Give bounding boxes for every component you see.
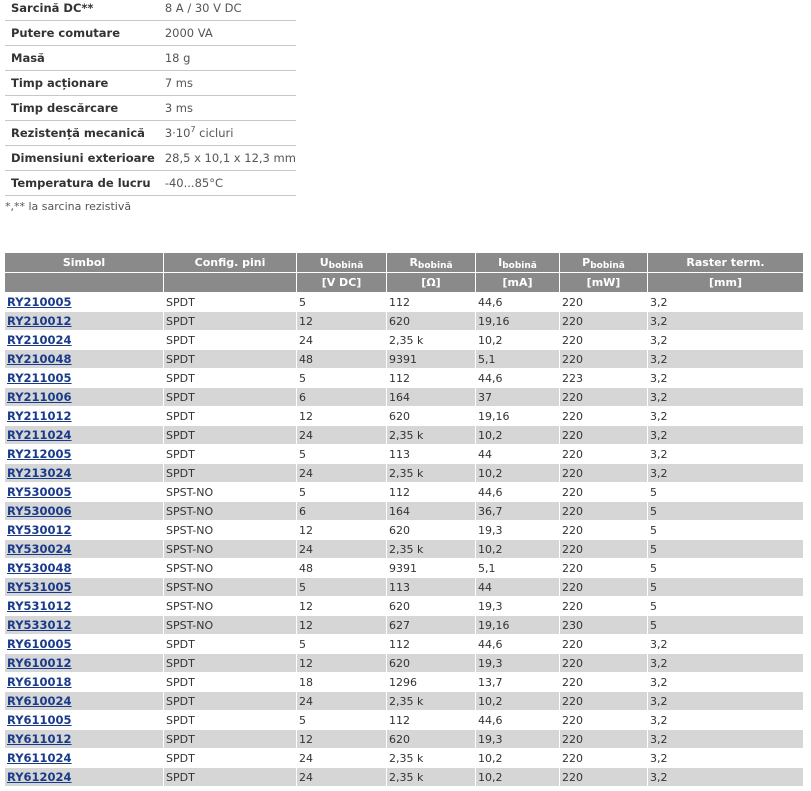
- table-row: [5, 520, 803, 539]
- product-link[interactable]: RY530048: [7, 561, 72, 575]
- cell-symbol: [5, 349, 164, 368]
- cell-u: 6: [297, 501, 387, 520]
- table-row: [5, 425, 803, 444]
- cell-symbol: [5, 406, 164, 425]
- spec-row: [5, 121, 296, 146]
- cell-config: SPDT: [164, 710, 297, 729]
- cell-p: 220: [560, 577, 648, 596]
- product-link[interactable]: RY211006: [7, 390, 72, 404]
- cell-r: 2,35 k: [387, 463, 476, 482]
- product-link[interactable]: RY211005: [7, 371, 72, 385]
- product-link[interactable]: RY610005: [7, 637, 72, 651]
- cell-raster: 5: [648, 501, 803, 520]
- cell-symbol: [5, 444, 164, 463]
- table-row: [5, 482, 803, 501]
- unit-simbol: [5, 272, 164, 292]
- table-row: [5, 368, 803, 387]
- cell-u: 5: [297, 482, 387, 501]
- cell-p: 220: [560, 748, 648, 767]
- table-row: [5, 311, 803, 330]
- cell-p: 220: [560, 539, 648, 558]
- unit-p: [mW]: [560, 272, 648, 292]
- header-config-pini[interactable]: Config. pini: [164, 253, 297, 272]
- cell-config: SPDT: [164, 311, 297, 330]
- cell-i: 10,2: [476, 539, 560, 558]
- cell-u: 24: [297, 425, 387, 444]
- cell-i: 19,3: [476, 729, 560, 748]
- cell-i: 13,7: [476, 672, 560, 691]
- cell-symbol: [5, 368, 164, 387]
- cell-raster: 3,2: [648, 767, 803, 786]
- spec-value: $3\cdot 10^7$ cicluri: [155, 121, 296, 146]
- product-link[interactable]: RY210024: [7, 333, 72, 347]
- product-link[interactable]: RY212005: [7, 447, 72, 461]
- product-link[interactable]: RY611012: [7, 732, 72, 746]
- cell-p: 220: [560, 444, 648, 463]
- cell-i: 10,2: [476, 425, 560, 444]
- cell-u: 12: [297, 615, 387, 634]
- cell-i: 19,16: [476, 406, 560, 425]
- header-simbol[interactable]: Simbol: [5, 253, 164, 272]
- cell-config: SPDT: [164, 330, 297, 349]
- cell-raster: 3,2: [648, 444, 803, 463]
- cell-p: 230: [560, 615, 648, 634]
- cell-symbol: [5, 691, 164, 710]
- cell-config: SPDT: [164, 444, 297, 463]
- cell-symbol: [5, 596, 164, 615]
- cell-r: 9391: [387, 349, 476, 368]
- cell-i: 37: [476, 387, 560, 406]
- cell-raster: 3,2: [648, 710, 803, 729]
- cell-i: 10,2: [476, 767, 560, 786]
- cell-config: SPST-NO: [164, 501, 297, 520]
- cell-u: 12: [297, 406, 387, 425]
- table-row: [5, 577, 803, 596]
- cell-config: SPDT: [164, 406, 297, 425]
- spec-value: 3 ms: [155, 96, 296, 121]
- table-row: [5, 501, 803, 520]
- cell-symbol: [5, 634, 164, 653]
- cell-u: 5: [297, 710, 387, 729]
- cell-symbol: [5, 729, 164, 748]
- cell-i: 19,16: [476, 615, 560, 634]
- table-row: [5, 672, 803, 691]
- cell-r: 164: [387, 501, 476, 520]
- cell-p: 220: [560, 330, 648, 349]
- cell-raster: 3,2: [648, 311, 803, 330]
- table-row: [5, 406, 803, 425]
- cell-p: 220: [560, 634, 648, 653]
- cell-config: SPDT: [164, 368, 297, 387]
- cell-raster: 5: [648, 558, 803, 577]
- spec-label: Sarcină DC**: [5, 0, 155, 21]
- table-units-row: [5, 272, 803, 292]
- unit-config: [164, 272, 297, 292]
- cell-raster: 3,2: [648, 634, 803, 653]
- unit-u: [V DC]: [297, 272, 387, 292]
- cell-r: 2,35 k: [387, 748, 476, 767]
- product-link[interactable]: RY210005: [7, 295, 72, 309]
- header-raster-term[interactable]: Raster term.: [648, 253, 803, 272]
- cell-raster: 3,2: [648, 425, 803, 444]
- product-link[interactable]: RY611005: [7, 713, 72, 727]
- cell-u: 5: [297, 368, 387, 387]
- cell-symbol: [5, 577, 164, 596]
- spec-row: [5, 171, 296, 196]
- cell-config: SPST-NO: [164, 539, 297, 558]
- spec-value: 7 ms: [155, 71, 296, 96]
- table-row: [5, 748, 803, 767]
- cell-symbol: [5, 520, 164, 539]
- cell-p: 220: [560, 520, 648, 539]
- product-link[interactable]: RY210048: [7, 352, 72, 366]
- cell-config: SPST-NO: [164, 558, 297, 577]
- table-row: [5, 558, 803, 577]
- unit-raster: [mm]: [648, 272, 803, 292]
- cell-config: SPDT: [164, 292, 297, 311]
- cell-config: SPST-NO: [164, 615, 297, 634]
- cell-r: 112: [387, 368, 476, 387]
- cell-u: 5: [297, 292, 387, 311]
- cell-i: 44,6: [476, 368, 560, 387]
- cell-u: 24: [297, 463, 387, 482]
- cell-raster: 5: [648, 539, 803, 558]
- spec-value: -40...85°C: [155, 171, 296, 196]
- product-link[interactable]: RY213024: [7, 466, 72, 480]
- cell-u: 12: [297, 653, 387, 672]
- cell-i: 10,2: [476, 691, 560, 710]
- cell-u: 12: [297, 520, 387, 539]
- cell-raster: 3,2: [648, 330, 803, 349]
- cell-symbol: [5, 539, 164, 558]
- cell-r: 620: [387, 653, 476, 672]
- table-row: [5, 292, 803, 311]
- spec-value: 8 A / 30 V DC: [155, 0, 296, 21]
- cell-i: 19,3: [476, 653, 560, 672]
- spec-row: [5, 146, 296, 171]
- cell-u: 12: [297, 311, 387, 330]
- unit-i: [mA]: [476, 272, 560, 292]
- cell-i: 44: [476, 577, 560, 596]
- table-row: [5, 539, 803, 558]
- cell-i: 44,6: [476, 710, 560, 729]
- cell-r: 2,35 k: [387, 425, 476, 444]
- header-p-bobina[interactable]: $P_{bobină}$: [560, 253, 648, 272]
- product-link[interactable]: RY610024: [7, 694, 72, 708]
- cell-p: 220: [560, 501, 648, 520]
- cell-u: 12: [297, 729, 387, 748]
- cell-i: 5,1: [476, 558, 560, 577]
- table-row: [5, 767, 803, 786]
- cell-i: 36,7: [476, 501, 560, 520]
- cell-p: 220: [560, 387, 648, 406]
- product-link[interactable]: RY210012: [7, 314, 72, 328]
- cell-i: 19,3: [476, 520, 560, 539]
- spec-row: [5, 96, 296, 121]
- table-row: [5, 463, 803, 482]
- cell-r: 112: [387, 634, 476, 653]
- cell-u: 18: [297, 672, 387, 691]
- product-link[interactable]: RY530012: [7, 523, 72, 537]
- cell-symbol: [5, 748, 164, 767]
- cell-config: SPDT: [164, 634, 297, 653]
- cell-r: 9391: [387, 558, 476, 577]
- table-row: [5, 387, 803, 406]
- cell-i: 44: [476, 444, 560, 463]
- header-u-bobina[interactable]: $U_{bobină}$: [297, 253, 387, 272]
- footnote: *,** la sarcina rezistivă: [5, 200, 132, 213]
- product-link[interactable]: RY531005: [7, 580, 72, 594]
- cell-r: 2,35 k: [387, 767, 476, 786]
- specifications-table: [5, 0, 296, 196]
- cell-r: 620: [387, 520, 476, 539]
- cell-config: SPST-NO: [164, 520, 297, 539]
- cell-symbol: [5, 311, 164, 330]
- cell-symbol: [5, 292, 164, 311]
- table-row: [5, 596, 803, 615]
- cell-u: 12: [297, 596, 387, 615]
- cell-raster: 3,2: [648, 463, 803, 482]
- cell-p: 220: [560, 596, 648, 615]
- cell-config: SPST-NO: [164, 482, 297, 501]
- cell-u: 24: [297, 330, 387, 349]
- cell-config: SPDT: [164, 748, 297, 767]
- cell-raster: 3,2: [648, 387, 803, 406]
- cell-config: SPST-NO: [164, 577, 297, 596]
- cell-p: 220: [560, 311, 648, 330]
- table-row: [5, 710, 803, 729]
- cell-raster: 3,2: [648, 748, 803, 767]
- cell-raster: 3,2: [648, 368, 803, 387]
- table-row: [5, 634, 803, 653]
- cell-r: 620: [387, 596, 476, 615]
- cell-p: 220: [560, 691, 648, 710]
- spec-value: 18 g: [155, 46, 296, 71]
- product-link[interactable]: RY531012: [7, 599, 72, 613]
- cell-raster: 3,2: [648, 672, 803, 691]
- cell-u: 48: [297, 558, 387, 577]
- cell-symbol: [5, 558, 164, 577]
- cell-r: 620: [387, 311, 476, 330]
- product-link[interactable]: RY533012: [7, 618, 72, 632]
- cell-p: 220: [560, 710, 648, 729]
- cell-config: SPDT: [164, 387, 297, 406]
- header-i-bobina[interactable]: $I_{bobină}$: [476, 253, 560, 272]
- cell-config: SPST-NO: [164, 596, 297, 615]
- cell-symbol: [5, 501, 164, 520]
- cell-r: 112: [387, 710, 476, 729]
- cell-i: 44,6: [476, 634, 560, 653]
- spec-label: Timp acționare: [5, 71, 155, 96]
- cell-u: 24: [297, 539, 387, 558]
- cell-u: 24: [297, 691, 387, 710]
- product-link[interactable]: RY211012: [7, 409, 72, 423]
- spec-label: Masă: [5, 46, 155, 71]
- cell-i: 5,1: [476, 349, 560, 368]
- table-row: [5, 691, 803, 710]
- cell-symbol: [5, 710, 164, 729]
- cell-raster: 3,2: [648, 729, 803, 748]
- cell-u: 5: [297, 444, 387, 463]
- cell-config: SPDT: [164, 653, 297, 672]
- cell-r: 2,35 k: [387, 691, 476, 710]
- cell-u: 24: [297, 767, 387, 786]
- cell-raster: 5: [648, 596, 803, 615]
- cell-p: 220: [560, 558, 648, 577]
- cell-r: 2,35 k: [387, 539, 476, 558]
- cell-r: 164: [387, 387, 476, 406]
- product-link[interactable]: RY610018: [7, 675, 72, 689]
- cell-p: 220: [560, 425, 648, 444]
- cell-u: 5: [297, 634, 387, 653]
- cell-config: SPDT: [164, 767, 297, 786]
- cell-config: SPDT: [164, 463, 297, 482]
- spec-value: 2000 VA: [155, 21, 296, 46]
- table-row: [5, 444, 803, 463]
- cell-p: 220: [560, 672, 648, 691]
- cell-symbol: [5, 672, 164, 691]
- cell-p: 220: [560, 482, 648, 501]
- cell-i: 19,16: [476, 311, 560, 330]
- cell-p: 220: [560, 653, 648, 672]
- cell-symbol: [5, 653, 164, 672]
- cell-r: 627: [387, 615, 476, 634]
- cell-raster: 3,2: [648, 691, 803, 710]
- cell-symbol: [5, 387, 164, 406]
- spec-row: [5, 46, 296, 71]
- cell-p: 220: [560, 292, 648, 311]
- cell-config: SPDT: [164, 729, 297, 748]
- cell-r: 620: [387, 406, 476, 425]
- cell-u: 48: [297, 349, 387, 368]
- unit-r: [Ω]: [387, 272, 476, 292]
- cell-raster: 5: [648, 520, 803, 539]
- spec-label: Dimensiuni exterioare: [5, 146, 155, 171]
- cell-raster: 3,2: [648, 292, 803, 311]
- product-link[interactable]: RY530024: [7, 542, 72, 556]
- cell-p: 223: [560, 368, 648, 387]
- spec-row: [5, 21, 296, 46]
- cell-r: 112: [387, 292, 476, 311]
- cell-symbol: [5, 482, 164, 501]
- product-link[interactable]: RY612024: [7, 770, 72, 784]
- product-link[interactable]: RY611024: [7, 751, 72, 765]
- cell-p: 220: [560, 406, 648, 425]
- cell-i: 10,2: [476, 463, 560, 482]
- cell-config: SPDT: [164, 672, 297, 691]
- product-link[interactable]: RY530005: [7, 485, 72, 499]
- spec-row: [5, 0, 296, 21]
- cell-i: 10,2: [476, 330, 560, 349]
- cell-raster: 3,2: [648, 349, 803, 368]
- product-link[interactable]: RY530006: [7, 504, 72, 518]
- spec-value: 28,5 x 10,1 x 12,3 mm: [155, 146, 296, 171]
- table-row: [5, 653, 803, 672]
- cell-raster: 3,2: [648, 653, 803, 672]
- cell-p: 220: [560, 767, 648, 786]
- cell-p: 220: [560, 729, 648, 748]
- cell-i: 44,6: [476, 292, 560, 311]
- cell-r: 112: [387, 482, 476, 501]
- cell-r: 113: [387, 444, 476, 463]
- product-link[interactable]: RY211024: [7, 428, 72, 442]
- header-r-bobina[interactable]: $R_{bobină}$: [387, 253, 476, 272]
- cell-symbol: [5, 463, 164, 482]
- spec-row: [5, 71, 296, 96]
- cell-config: SPDT: [164, 425, 297, 444]
- cell-symbol: [5, 425, 164, 444]
- cell-raster: 3,2: [648, 406, 803, 425]
- spec-label: Timp descărcare: [5, 96, 155, 121]
- table-header-row: [5, 253, 803, 272]
- cell-r: 2,35 k: [387, 330, 476, 349]
- cell-i: 19,3: [476, 596, 560, 615]
- cell-config: SPDT: [164, 349, 297, 368]
- cell-raster: 5: [648, 482, 803, 501]
- cell-r: 620: [387, 729, 476, 748]
- cell-symbol: [5, 767, 164, 786]
- cell-p: 220: [560, 349, 648, 368]
- spec-label: Temperatura de lucru: [5, 171, 155, 196]
- cell-symbol: [5, 615, 164, 634]
- cell-r: 113: [387, 577, 476, 596]
- cell-raster: 5: [648, 577, 803, 596]
- table-row: [5, 330, 803, 349]
- spec-label: Rezistență mecanică: [5, 121, 155, 146]
- table-row: [5, 615, 803, 634]
- cell-raster: 5: [648, 615, 803, 634]
- cell-u: 5: [297, 577, 387, 596]
- table-row: [5, 729, 803, 748]
- product-link[interactable]: RY610012: [7, 656, 72, 670]
- cell-u: 24: [297, 748, 387, 767]
- cell-p: 220: [560, 463, 648, 482]
- cell-i: 44,6: [476, 482, 560, 501]
- cell-config: SPDT: [164, 691, 297, 710]
- cell-i: 10,2: [476, 748, 560, 767]
- relay-models-table: [5, 253, 803, 786]
- table-row: [5, 349, 803, 368]
- spec-label: Putere comutare: [5, 21, 155, 46]
- cell-r: 1296: [387, 672, 476, 691]
- cell-symbol: [5, 330, 164, 349]
- cell-u: 6: [297, 387, 387, 406]
